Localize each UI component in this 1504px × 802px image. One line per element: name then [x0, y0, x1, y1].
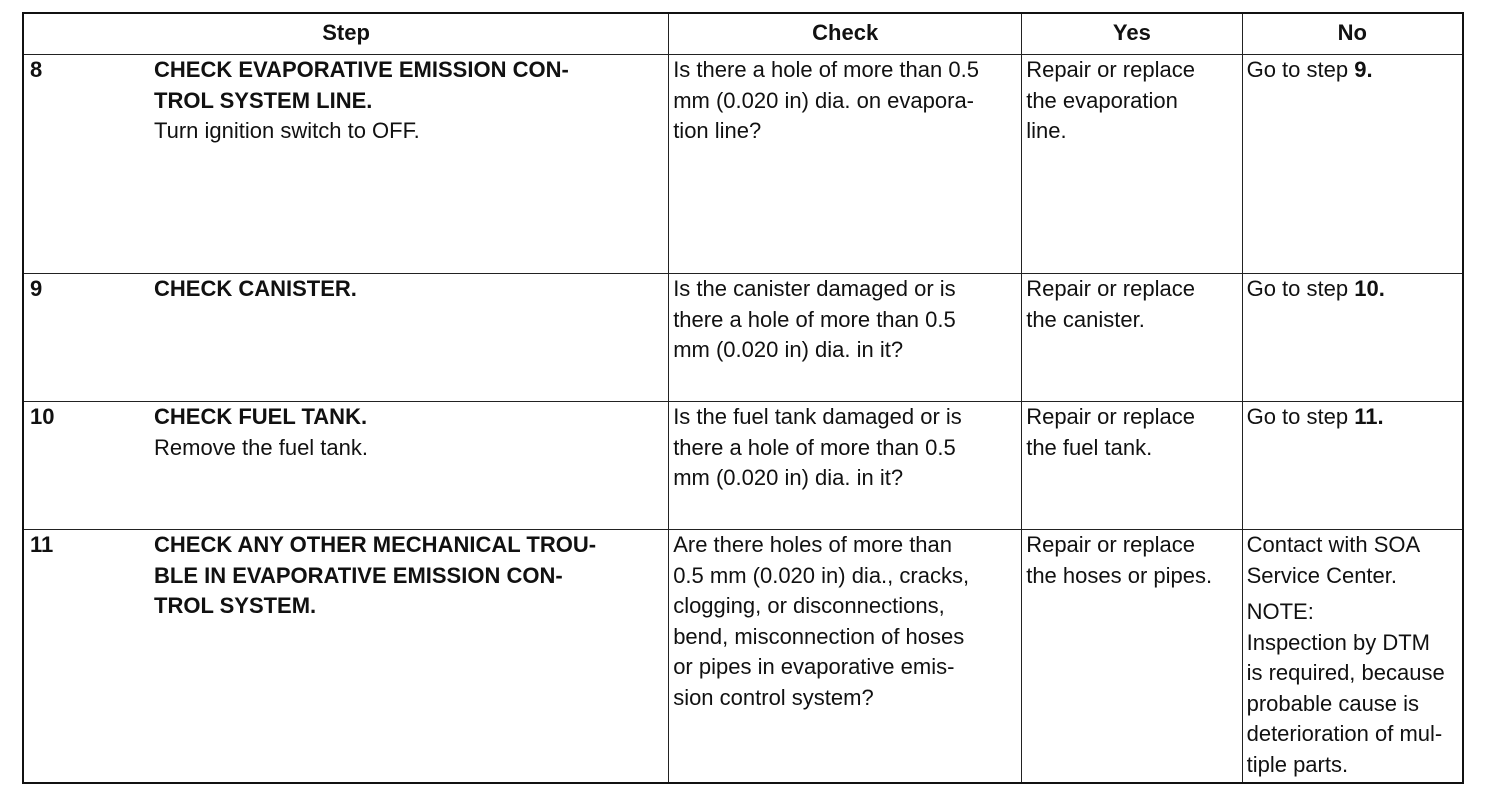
no-line: Contact with SOA [1246, 532, 1421, 557]
yes-cell [1021, 402, 1241, 529]
step-number: 8 [30, 57, 43, 82]
table-row-step-9 [24, 273, 1462, 401]
diagnostic-table [22, 12, 1464, 784]
yes-cell [1021, 530, 1241, 782]
table-row-step-8 [24, 54, 1462, 273]
check-line: sion control system? [673, 684, 874, 710]
check-line: bend, misconnection of hoses [673, 623, 965, 649]
step-title-line: BLE IN EVAPORATIVE EMISSION CON- [154, 562, 563, 588]
check-cell [668, 274, 1021, 401]
step-title-line: CHECK EVAPORATIVE EMISSION CON- [154, 57, 569, 82]
step-cell [24, 530, 668, 782]
header-no: No [1242, 14, 1462, 54]
step-title-line: TROL SYSTEM. [154, 593, 317, 618]
yes-line: the fuel tank. [1026, 434, 1153, 460]
check-line: Is the fuel tank damaged or is [673, 404, 962, 429]
table-header-row [24, 14, 1462, 54]
step-title-line: TROL SYSTEM LINE. [154, 87, 373, 113]
step-body [154, 55, 664, 273]
check-line: there a hole of more than 0.5 [673, 434, 956, 460]
check-line: mm (0.020 in) dia. in it? [673, 465, 904, 490]
yes-line: the hoses or pipes. [1026, 562, 1213, 588]
header-step [24, 14, 668, 54]
check-line: Are there holes of more than [673, 532, 953, 557]
step-title-line: CHECK FUEL TANK. [154, 404, 368, 429]
no-cell [1242, 530, 1462, 782]
check-line: there a hole of more than 0.5 [673, 306, 956, 332]
check-line: or pipes in evaporative emis- [673, 654, 955, 679]
step-cell [24, 55, 668, 273]
check-cell [668, 402, 1021, 529]
note-line: deterioration of mul- [1246, 721, 1443, 746]
yes-line: Repair or replace [1026, 57, 1195, 82]
note-label: NOTE: [1246, 599, 1314, 624]
no-cell [1242, 55, 1462, 273]
yes-line: Repair or replace [1026, 404, 1195, 429]
step-instruction: Remove the fuel tank. [154, 434, 369, 460]
check-line: clogging, or disconnections, [673, 593, 945, 618]
check-line: Is there a hole of more than 0.5 [673, 57, 979, 82]
yes-line: Repair or replace [1026, 532, 1195, 557]
step-number: 11 [30, 532, 54, 557]
yes-line: the canister. [1026, 306, 1145, 332]
note-line: is required, because [1246, 660, 1445, 685]
step-title-line: CHECK CANISTER. [154, 276, 357, 301]
no-step-ref: 10. [1354, 276, 1385, 301]
step-body [154, 402, 664, 529]
no-cell [1242, 274, 1462, 401]
check-line: tion line? [673, 118, 762, 143]
no-cell [1242, 402, 1462, 529]
step-body [154, 274, 664, 401]
step-number: 10 [30, 404, 55, 429]
step-cell [24, 402, 668, 529]
no-prefix: Go to step [1246, 276, 1355, 301]
no-step-ref: 9. [1354, 57, 1373, 82]
check-cell [668, 530, 1021, 782]
step-instruction: Turn ignition switch to OFF. [154, 118, 420, 143]
step-title-line: CHECK ANY OTHER MECHANICAL TROU- [154, 532, 597, 557]
step-cell [24, 274, 668, 401]
header-yes: Yes [1021, 14, 1241, 54]
no-line: Service Center. [1246, 562, 1397, 588]
check-line: mm (0.020 in) dia. on evapora- [673, 87, 975, 113]
check-line: Is the canister damaged or is [673, 276, 956, 301]
check-line: 0.5 mm (0.020 in) dia., cracks, [673, 562, 970, 588]
yes-line: the evaporation [1026, 87, 1178, 113]
yes-cell [1021, 274, 1241, 401]
step-body [154, 530, 664, 782]
no-prefix: Go to step [1246, 404, 1355, 429]
header-step-label: Step [322, 20, 370, 45]
no-step-ref: 11. [1354, 404, 1384, 429]
note-line: Inspection by DTM [1246, 629, 1430, 655]
note-line: tiple parts. [1246, 751, 1349, 777]
header-check: Check [668, 14, 1021, 54]
yes-cell [1021, 55, 1241, 273]
no-prefix: Go to step [1246, 57, 1355, 82]
check-cell [668, 55, 1021, 273]
yes-line: line. [1026, 118, 1067, 143]
step-number: 9 [30, 276, 43, 301]
table-row-step-11 [24, 529, 1462, 782]
yes-line: Repair or replace [1026, 276, 1195, 301]
table-row-step-10 [24, 401, 1462, 529]
check-line: mm (0.020 in) dia. in it? [673, 337, 904, 362]
note-line: probable cause is [1246, 690, 1420, 716]
